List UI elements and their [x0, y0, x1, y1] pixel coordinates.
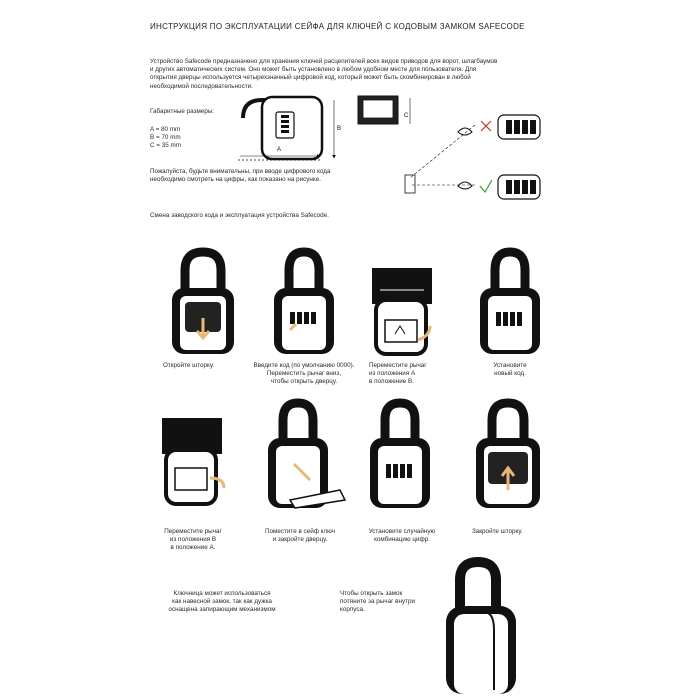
step-7-caption: Установите случайную комбинацию цифр. — [368, 528, 436, 544]
step-2-caption: Введите код (по умолчанию 0000). Переместить рычаг вниз, чтобы открыть дверцу. — [253, 362, 355, 386]
step-5-illustration — [162, 418, 224, 504]
step-1-illustration — [172, 252, 234, 354]
intro-text: Устройство Safecode предназначено для хранения ключей расцепителей всех видов приводов для ворот, шлагбаумов и других автоматических систем. Оно может быть установлено в любом удобном месте для пользователя. Для открытия дверцы используется четырехзначный цифровой код, который может быть скомбинирован в любой необходимой последовательности. — [150, 58, 498, 90]
warning-text: Пожалуйста, будьте внимательны, при вводе цифрового кода необходимо смотреть на цифры, как показано на рисунке. — [150, 168, 331, 184]
step-1-caption: Откройте шторку. — [163, 362, 215, 369]
step-8-illustration — [476, 403, 540, 508]
dim-label-b: B — [337, 126, 342, 132]
step-3-caption: Переместите рычаг из положения А в положение В. — [369, 362, 427, 386]
padlock-note: Ключница может использоваться как навесной замок, так как дужка оснащена запирающим механизмом — [168, 590, 276, 614]
large-lock-illustration — [446, 562, 516, 694]
open-lock-note: Чтобы открыть замок потяните за рычаг внутри корпуса. — [340, 590, 415, 614]
eye-viewing-illustration — [405, 115, 540, 199]
dim-label-c: C — [404, 113, 409, 119]
dimension-front-drawing — [238, 97, 334, 160]
dimension-side-drawing — [358, 96, 410, 124]
step-8-caption: Закройте шторку. — [472, 528, 523, 535]
dimensions-list: A = 80 mm B = 70 mm C = 35 mm — [150, 126, 181, 150]
page-title: ИНСТРУКЦИЯ ПО ЭКСПЛУАТАЦИИ СЕЙФА ДЛЯ КЛЮЧЕЙ С КОДОВЫМ ЗАМКОМ SAFECODE — [150, 22, 525, 31]
step-4-illustration — [480, 252, 540, 354]
step-7-illustration — [370, 403, 430, 508]
step-2-illustration — [274, 252, 334, 354]
step-3-illustration — [372, 268, 432, 354]
step-4-caption: Установите новый код. — [493, 362, 527, 378]
dim-label-a: A — [277, 147, 282, 153]
section-title: Смена заводского кода и эксплуатация устройства Safecode. — [150, 212, 329, 219]
step-5-caption: Переместите рычаг из положения В в положение А. — [164, 528, 222, 552]
step-6-caption: Поместите в сейф ключ и закройте дверцу. — [264, 528, 336, 544]
step-6-illustration — [268, 403, 345, 508]
dimensions-heading: Габаритные размеры: — [150, 108, 215, 115]
